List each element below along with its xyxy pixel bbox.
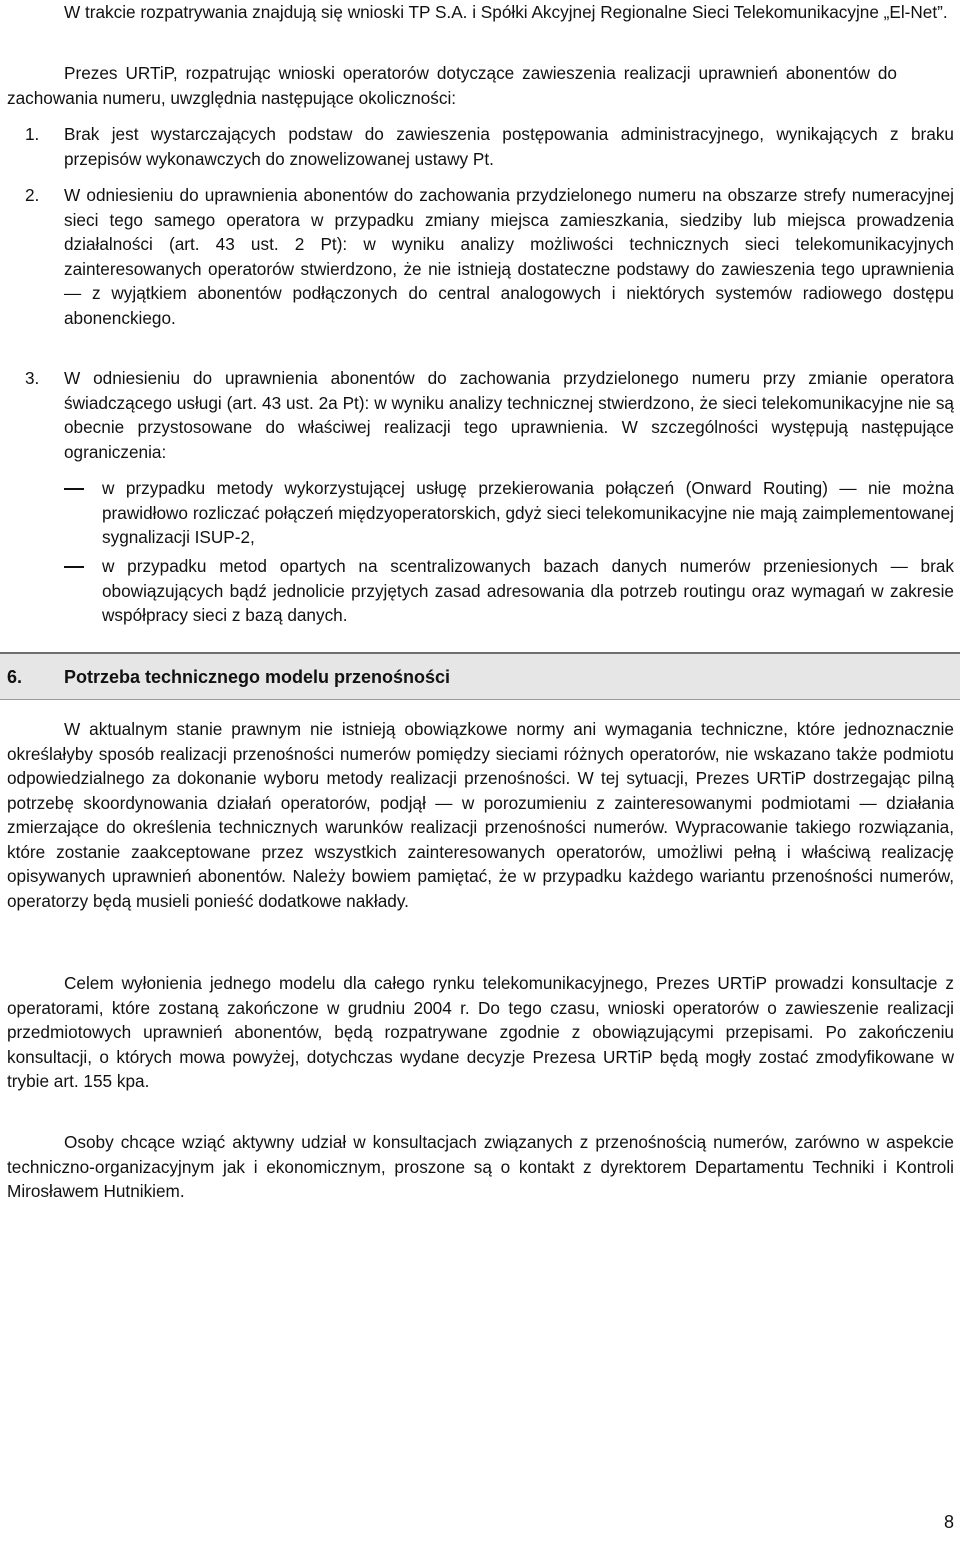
numbered-item-1 [0, 122, 960, 171]
body-paragraph-3: Osoby chcące wziąć aktywny udział w konsultacjach związanych z przenośnością numerów, zarówno w aspekcie techniczno-organizacyjnym jak i ekonomicznym, proszone są o kontakt z dyrektorem Departamentu Techniki i Kontroli Mirosławem Hutnikiem. [7, 1132, 954, 1201]
numbered-item-2 [0, 183, 960, 330]
item-text: W odniesieniu do uprawnienia abonentów do zachowania przydzielonego numeru przy zmianie operatora świadczącego usługi (art. 43 ust. 2a Pt): w wyniku analizy technicznej stwierdzono, że sieci telekomunikacyjne nie są obecnie przystosowane do właściwej realizacji tego uprawnienia. W szczególności występują następujące ograniczenia: [64, 368, 954, 462]
body-paragraph-2: Celem wyłonienia jednego modelu dla całego rynku telekomunikacyjnego, Prezes URTiP prowadzi konsultacje z operatorami, które zostaną zakończone w grudniu 2004 r. Do tego czasu, wnioski operatorów o zawieszenie realizacji przedmiotowych uprawnień abonentów, będą rozpatrywane zgodnie z obowiązującymi przepisami. Po zakończeniu konsultacji, o których mowa powyżej, dotychczas wydane decyzje Prezesa URTiP będą mogły zostać zmodyfikowane w trybie art. 155 kpa. [7, 973, 954, 1091]
item-number: 3. [25, 368, 40, 388]
dash-list-item-2 [0, 554, 960, 628]
section-title: Potrzeba technicznego modelu przenośności [64, 667, 451, 687]
item-text: W odniesieniu do uprawnienia abonentów do zachowania przydzielonego numeru na obszarze strefy numeracyjnej sieci tego samego operatora w przypadku zmiany miejsca zamieszkania, siedziby lub miejsca prowadzenia działalności (art. 43 ust. 2 Pt): w wyniku analizy możliwości technicznych sieci telekomunikacyjnych zainteresowanych operatorów stwierdzono, że nie istnieją dostateczne podstawy do zawieszenia tego uprawnienia — z wyjątkiem abonentów podłączonych do central analogowych i niektórych systemów radiowego dostępu abonenckiego. [64, 185, 954, 328]
section-number: 6. [7, 667, 23, 687]
dash-item-text: w przypadku metody wykorzystującej usługę przekierowania połączeń (Onward Routing) — nie można prawidłowo rozliczać połączeń międzyoperatorskich, gdyż sieci telekomunikacyjne nie mają zaimplementowanej sygnalizacji ISUP-2, [102, 478, 954, 547]
dash-item-text: w przypadku metod opartych na scentralizowanych bazach danych numerów przeniesionych — brak obowiązujących bądź jednolicie przyjętych zasad adresowania dla potrzeb routingu oraz wymagań w zakresie współpracy sieci z bazą danych. [102, 556, 954, 625]
intro-paragraph-1: W trakcie rozpatrywania znajdują się wnioski TP S.A. i Spółki Akcyjnej Regionalne Sieci Telekomunikacyjne „El-Net”. [64, 2, 948, 22]
body-paragraph-1: W aktualnym stanie prawnym nie istnieją obowiązkowe normy ani wymagania techniczne, które jednoznacznie określałyby sposób realizacji przenośności numerów pomiędzy sieciami różnych operatorów, nie wskazano także podmiotu odpowiedzialnego za dokonanie wyboru metody realizacji przenośności. W tej sytuacji, Prezes URTiP dostrzegając pilną potrzebę skoordynowania działań operatorów, podjął — w porozumieniu z zainteresowanymi podmiotami — działania zmierzające do określenia technicznych warunków realizacji przenośności numerów. Wypracowanie takiego rozwiązania, które zostanie zaakceptowane przez wszystkich zainteresowanych operatorów, umożliwi pełną i właściwą realizację opisywanych uprawnień abonentów. Należy bowiem pamiętać, że w przypadku każdego wariantu przenośności numerów, operatorzy będą musieli ponieść dodatkowe nakłady. [7, 719, 954, 911]
item-text: Brak jest wystarczających podstaw do zawieszenia postępowania administracyjnego, wynikających z braku przepisów wykonawczych do znowelizowanej ustawy Pt. [64, 124, 954, 169]
item-number: 2. [25, 185, 40, 205]
dash-bullet-icon [64, 488, 84, 490]
intro-paragraph-2: Prezes URTiP, rozpatrując wnioski operatorów dotyczące zawieszenia realizacji uprawnień abonentów do zachowania numeru, uwzględnia następujące okoliczności: [7, 63, 897, 108]
item-number: 1. [25, 124, 40, 144]
page-number: 8 [943, 1512, 954, 1532]
numbered-item-3 [0, 366, 960, 464]
dash-bullet-icon [64, 566, 84, 568]
dash-list-item-1 [0, 476, 960, 550]
section-header [0, 652, 960, 700]
